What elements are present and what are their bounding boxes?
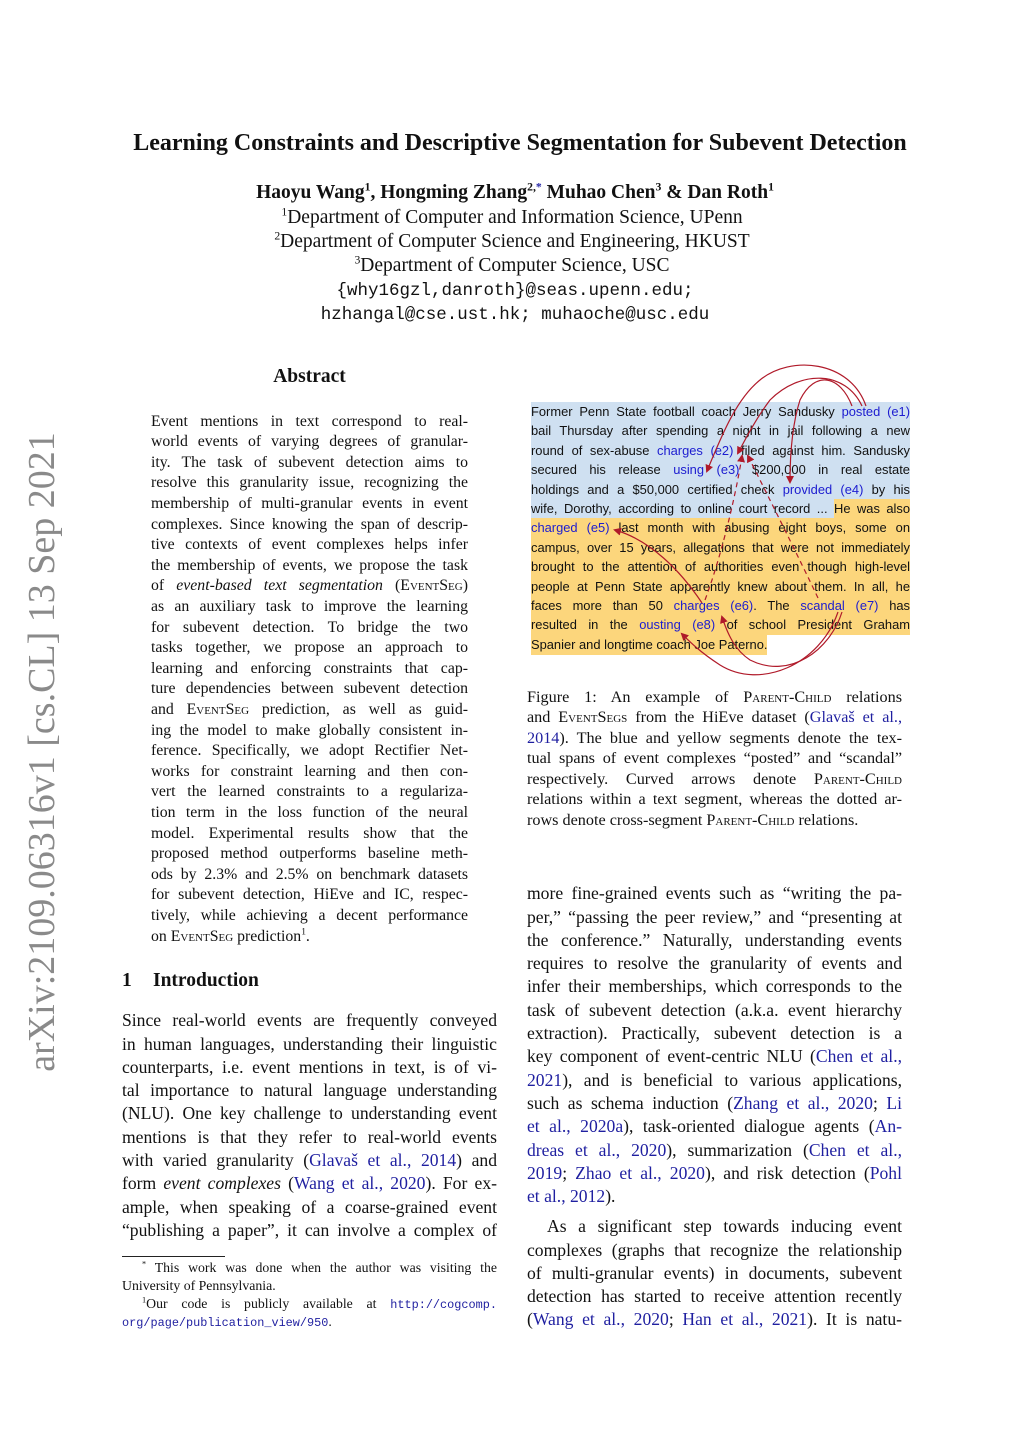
citation-link[interactable]: charged (e5) xyxy=(531,520,610,536)
text-line xyxy=(527,1069,902,1092)
author xyxy=(380,182,546,203)
footnotes xyxy=(122,1259,497,1331)
text-line xyxy=(527,769,902,790)
email-line: hzhangal@cse.ust.hk; muhaoche@usc.edu xyxy=(320,305,710,325)
text-span: . The xyxy=(753,597,801,613)
text-line xyxy=(151,906,468,927)
author-name: Muhao Chen xyxy=(546,182,656,203)
text-span: by his xyxy=(863,481,910,497)
abstract-body xyxy=(151,412,468,947)
citation-link[interactable]: scandal (e7) xyxy=(800,597,879,613)
text-line xyxy=(122,1295,497,1313)
citation-link[interactable]: 2019 xyxy=(527,1162,563,1183)
text-span: proposed method outperforms baseline meth- xyxy=(151,845,468,863)
text-span: of school President Graham xyxy=(715,617,910,633)
text-span: form xyxy=(122,1173,164,1194)
text-line xyxy=(122,1259,497,1277)
text-span: and xyxy=(527,708,559,727)
text-span: and xyxy=(151,701,187,718)
author-sup: 3 xyxy=(655,180,662,194)
text-line xyxy=(122,1219,497,1242)
text-span: task of subevent detection (a.k.a. event hierarchy xyxy=(527,999,902,1020)
text-line xyxy=(151,597,468,618)
text-line xyxy=(151,638,468,659)
text-line xyxy=(531,402,910,421)
text-span: $200,000 in real estate xyxy=(739,462,910,478)
text-line xyxy=(122,1149,497,1172)
citation-link[interactable]: org/page/publication_view/950 xyxy=(122,1316,329,1330)
text-span: tion term in the loss function of the neural xyxy=(151,803,468,821)
text-line xyxy=(527,1308,902,1331)
citation-link[interactable]: Li xyxy=(886,1092,902,1113)
text-line xyxy=(531,557,910,576)
text-line xyxy=(527,1092,902,1115)
text-span: ), summarization ( xyxy=(666,1139,809,1160)
text-line xyxy=(527,789,902,810)
citation-link[interactable]: Chen et al., xyxy=(808,1139,902,1160)
affiliation xyxy=(0,255,1024,277)
citation-link[interactable]: charges (e2) xyxy=(657,442,734,458)
text-line xyxy=(527,1022,902,1045)
text-span: per,” “passing the peer review,” and “presenting at xyxy=(527,906,902,927)
text-span: relations within a text segment, whereas the dotted ar- xyxy=(527,790,902,809)
text-span: ) and xyxy=(456,1150,498,1171)
text-span: rows denote cross-segment xyxy=(527,810,707,829)
abstract-heading: Abstract xyxy=(273,366,346,387)
text-span: Parent-Child xyxy=(813,769,902,788)
text-span: He was also xyxy=(834,499,910,519)
email-line: {why16gzl,danroth}@seas.upenn.edu; xyxy=(336,281,694,301)
arxiv-stamp: arXiv:2109.06316v1 [cs.CL] 13 Sep 2021 xyxy=(21,432,63,1072)
text-line xyxy=(151,453,468,474)
text-span: relations xyxy=(831,687,902,706)
text-line xyxy=(527,707,902,728)
text-span: respectively. Curved arrows denote xyxy=(527,769,814,788)
text-span: EventSegs xyxy=(558,708,628,727)
text-line xyxy=(527,975,902,998)
text-line xyxy=(122,1056,497,1079)
citation-link[interactable]: Zhao et al., 2020 xyxy=(575,1162,705,1183)
text-span: ). xyxy=(605,1186,616,1207)
text-span: counterparts, i.e. event mentions in text, is of vi- xyxy=(122,1056,497,1077)
author-sup: 1 xyxy=(364,180,371,194)
citation-link[interactable]: et al., 2012 xyxy=(527,1186,606,1207)
text-span: tal importance to natural language understanding xyxy=(122,1080,497,1101)
text-span: prediction, as well as guid- xyxy=(249,701,468,718)
text-span: ), and is beneficial to various applications, xyxy=(562,1069,902,1090)
text-line xyxy=(531,460,910,479)
text-span: has xyxy=(878,597,911,613)
text-line xyxy=(151,412,468,433)
text-line xyxy=(531,596,910,615)
section-number: 1 xyxy=(122,970,132,991)
text-span: Event mentions in text correspond to real- xyxy=(151,412,468,430)
text-line xyxy=(151,824,468,845)
text-span: Parent-Child xyxy=(743,687,832,706)
text-line xyxy=(122,1196,497,1219)
text-span: round of sex-abuse xyxy=(531,442,657,458)
text-span: filed against him. Sandusky xyxy=(733,442,910,458)
text-span: vert the learned constraints to a regulariza- xyxy=(151,783,468,801)
author xyxy=(547,182,688,203)
citation-link[interactable]: posted (e1) xyxy=(841,404,910,419)
text-span: the conference.” Naturally, understanding events xyxy=(527,929,902,950)
footnote-mark: * xyxy=(142,1259,147,1269)
text-line xyxy=(531,499,910,518)
figure-1-example xyxy=(531,402,910,654)
text-span: University of Pennsylvania. xyxy=(122,1278,276,1293)
text-line xyxy=(122,1172,497,1195)
text-line xyxy=(122,1009,497,1032)
text-line xyxy=(527,728,902,749)
text-line xyxy=(122,1277,497,1295)
text-line xyxy=(151,515,468,536)
citation-link[interactable]: ousting (e8) xyxy=(639,617,716,633)
text-line xyxy=(527,1139,902,1162)
text-span: ; xyxy=(872,1092,887,1113)
text-span: Our code is publicly available at xyxy=(146,1296,391,1311)
text-span: wife, Dorothy, according to online court record ... xyxy=(531,500,835,516)
text-line xyxy=(531,421,910,440)
text-span: Figure 1: An example of xyxy=(527,687,744,706)
text-line xyxy=(151,762,468,783)
text-line xyxy=(527,687,902,708)
text-span: tive contexts of event complexes helps infer xyxy=(151,536,468,554)
text-span: ; xyxy=(668,1309,683,1330)
footnote-star[interactable]: * xyxy=(535,180,542,194)
section-heading-introduction xyxy=(122,970,259,992)
text-span: EventSeg xyxy=(170,927,234,945)
text-line xyxy=(122,1033,497,1056)
citation-link[interactable]: 2021 xyxy=(527,1069,563,1090)
text-line xyxy=(151,679,468,700)
text-span: ). It is natu- xyxy=(807,1309,902,1330)
citation-link[interactable]: Zhang et al., 2020 xyxy=(733,1092,873,1113)
text-span: . xyxy=(328,1314,332,1329)
affiliation-sup: 3 xyxy=(354,253,361,267)
text-line xyxy=(527,748,902,769)
text-span: membership of multi-granular events in event xyxy=(151,495,468,513)
text-span: extraction). Practically, subevent detection is a xyxy=(527,1023,902,1044)
paper-title: Learning Constraints and Descriptive Segmentation for Subevent Detection xyxy=(133,130,907,156)
affiliation-sup: 1 xyxy=(281,205,288,219)
right-column-paragraph xyxy=(527,1215,902,1331)
text-line xyxy=(151,927,468,948)
affiliation-sup: 2 xyxy=(274,229,281,243)
text-span: event complexes xyxy=(163,1173,281,1194)
text-span: detection has started to receive attention recently xyxy=(527,1286,902,1307)
citation-link[interactable]: Wang et al., 2020 xyxy=(532,1309,669,1330)
text-span: prediction xyxy=(233,927,302,945)
text-line xyxy=(151,865,468,886)
text-line xyxy=(531,538,910,557)
text-line xyxy=(151,782,468,803)
text-span: of multi-granular events) in documents, subevent xyxy=(527,1262,902,1283)
text-line xyxy=(151,494,468,515)
affiliation-text: Department of Computer Science, USC xyxy=(360,255,670,276)
author xyxy=(256,182,380,203)
footnote-mark: 1 xyxy=(301,927,306,938)
text-span: campus, over 15 years, allegations that were not immediately xyxy=(531,539,910,555)
author-sup xyxy=(527,181,542,194)
citation-link[interactable]: http://cogcomp. xyxy=(390,1298,497,1312)
text-span: tasks together, we propose an approach to xyxy=(151,639,468,657)
text-span: Since real-world events are frequently conveyed xyxy=(122,1010,497,1031)
affiliation xyxy=(0,207,1024,229)
text-span: complexes (graphs that recognize the relationship xyxy=(527,1239,902,1260)
text-span: ), and risk detection ( xyxy=(704,1162,870,1183)
text-span: EventSeg xyxy=(400,577,463,595)
text-line xyxy=(122,1126,497,1149)
text-line xyxy=(531,518,910,537)
citation-link[interactable]: Han et al., 2021 xyxy=(682,1309,808,1330)
text-span: Parent-Child xyxy=(706,810,795,829)
text-line xyxy=(151,659,468,680)
text-span: event-based text segmentation xyxy=(176,577,383,595)
text-line xyxy=(151,885,468,906)
text-span: for subevent detection. To bridge the two xyxy=(151,618,468,636)
citation-link[interactable]: Chen et al., xyxy=(815,1046,902,1067)
text-span: resulted in the xyxy=(531,617,640,633)
text-line xyxy=(527,1185,902,1208)
section-title: Introduction xyxy=(153,970,259,991)
text-span: secured his release xyxy=(531,462,674,478)
text-line xyxy=(151,721,468,742)
text-span: tively, while achieving a decent performance xyxy=(151,906,468,924)
author-name: Haoyu Wang xyxy=(256,182,365,203)
text-line xyxy=(122,1079,497,1102)
affiliation xyxy=(0,231,1024,253)
text-line xyxy=(151,556,468,577)
text-span: key component of event-centric NLU ( xyxy=(527,1046,816,1067)
text-span: This work was done when the author was visiting the xyxy=(146,1260,497,1275)
text-line xyxy=(151,618,468,639)
text-span: As a significant step towards inducing event xyxy=(547,1216,902,1237)
text-line xyxy=(527,882,902,905)
text-span: relations. xyxy=(794,810,859,829)
author-list xyxy=(0,182,1024,204)
text-span: from the HiEve dataset ( xyxy=(627,708,810,727)
text-line xyxy=(151,803,468,824)
author-name: Hongming Zhang xyxy=(380,182,528,203)
text-span: for subevent detection, HiEve and IC, respec- xyxy=(151,886,468,904)
text-line xyxy=(151,700,468,721)
text-line xyxy=(527,1239,902,1262)
sup-number: 2, xyxy=(527,180,536,194)
text-line xyxy=(527,1215,902,1238)
text-span: world events of varying degrees of granular- xyxy=(151,433,468,451)
text-span: ity. The task of subevent detection aims to xyxy=(151,453,468,471)
separator: , xyxy=(370,182,381,203)
text-span: ( xyxy=(527,1309,533,1330)
citation-link[interactable]: An- xyxy=(874,1116,902,1137)
citation-link[interactable]: using (e3) xyxy=(673,462,740,478)
text-span: complexes. Since knowing the span of descrip- xyxy=(151,515,468,533)
text-span: ), task-oriented dialogue agents ( xyxy=(623,1116,875,1137)
text-span: model. Experimental results show that the xyxy=(151,824,468,842)
text-span: ing the model to make globally consistent in- xyxy=(151,721,468,739)
author xyxy=(687,182,774,203)
text-line xyxy=(527,810,902,831)
text-span: tual spans of event complexes “posted” and “scandal” xyxy=(527,749,902,768)
text-line xyxy=(531,577,910,596)
text-span: mentions is that they refer to real-world events xyxy=(122,1126,497,1147)
text-span: ). For ex- xyxy=(425,1173,497,1194)
text-span: faces more than 50 xyxy=(531,597,674,613)
text-line xyxy=(151,844,468,865)
citation-link[interactable]: charges (e6) xyxy=(673,597,754,613)
text-line xyxy=(527,952,902,975)
text-span: ) xyxy=(462,577,468,595)
text-line xyxy=(531,635,910,654)
author-name: Dan Roth xyxy=(687,182,769,203)
text-span: Spanier and longtime coach Joe Paterno. xyxy=(531,635,767,655)
text-span: ( xyxy=(382,577,401,595)
text-line xyxy=(527,929,902,952)
text-line xyxy=(531,441,910,460)
text-line xyxy=(151,535,468,556)
citation-link[interactable]: et al., 2020a xyxy=(527,1116,624,1137)
text-line xyxy=(527,1262,902,1285)
citation-link[interactable]: provided (e4) xyxy=(782,481,864,497)
text-span: with varied granularity ( xyxy=(122,1150,310,1171)
text-span: ( xyxy=(280,1173,294,1194)
citation-link[interactable]: dreas et al., 2020 xyxy=(527,1139,667,1160)
text-span: the membership of events, we propose the task xyxy=(151,556,468,574)
text-span: last month with abusing eight boys, some on xyxy=(609,520,910,536)
text-line xyxy=(527,999,902,1022)
figure-1-caption xyxy=(527,687,902,831)
text-line xyxy=(151,432,468,453)
text-span: resolve this granularity issue, recognizing the xyxy=(151,474,468,492)
text-span: ference. Specifically, we adopt Rectifier Net- xyxy=(151,742,468,760)
text-span: “publishing a paper”, it can involve a complex of xyxy=(122,1219,497,1240)
text-span: ods by 2.3% and 2.5% on benchmark datasets xyxy=(151,865,468,883)
text-span: as an auxiliary task to improve the learning xyxy=(151,598,468,616)
affiliation-text: Department of Computer Science and Engineering, HKUST xyxy=(280,231,750,252)
text-span: infer their memberships, which corresponds to the xyxy=(527,976,902,997)
text-line xyxy=(151,741,468,762)
text-line xyxy=(151,576,468,597)
citation-link[interactable]: Pohl xyxy=(869,1162,902,1183)
text-line xyxy=(527,906,902,929)
text-span: on xyxy=(151,927,171,945)
text-line xyxy=(531,615,910,634)
text-line xyxy=(527,1162,902,1185)
footnote-divider xyxy=(122,1256,225,1257)
author-sup: 1 xyxy=(768,180,774,194)
text-span: EventSeg xyxy=(186,701,250,718)
text-line xyxy=(531,480,910,499)
text-line xyxy=(527,1115,902,1138)
citation-link[interactable]: 2014 xyxy=(527,728,560,747)
affiliation-text: Department of Computer and Information Science, UPenn xyxy=(287,207,743,228)
text-span: learning and enforcing constraints that cap- xyxy=(151,659,468,677)
citation-link[interactable]: Glavaš et al., xyxy=(809,708,902,727)
text-span: holdings and a $50,000 certified check xyxy=(531,481,783,497)
text-line xyxy=(122,1102,497,1125)
text-span: . xyxy=(305,927,310,945)
text-span: of xyxy=(151,577,177,595)
text-span: brought to the attention of authorities even though high-level xyxy=(531,559,910,575)
right-column-paragraph xyxy=(527,882,902,1208)
text-span: ture dependencies between subevent detection xyxy=(151,680,468,698)
citation-link[interactable]: Wang et al., 2020 xyxy=(293,1173,426,1194)
text-span: ample, when speaking of a coarse-grained event xyxy=(122,1196,497,1217)
text-span: ; xyxy=(562,1162,576,1183)
text-span: Former Penn State football coach Jerry Sandusky xyxy=(531,404,842,419)
text-span: requires to resolve the granularity of events and xyxy=(527,953,902,974)
introduction-body xyxy=(122,1009,497,1242)
text-line xyxy=(151,473,468,494)
text-span: such as schema induction ( xyxy=(527,1092,734,1113)
text-line xyxy=(122,1313,497,1331)
text-line xyxy=(527,1045,902,1068)
text-span: people at Penn State apparently knew about them. In all, he xyxy=(531,578,910,594)
text-span: in human languages, understanding their linguistic xyxy=(122,1033,497,1054)
text-line xyxy=(527,1285,902,1308)
separator: & xyxy=(661,182,688,203)
text-span: bail Thursday after spending a night in jail following a new xyxy=(531,423,910,439)
citation-link[interactable]: Glavaš et al., 2014 xyxy=(309,1150,457,1171)
text-span: more fine-grained events such as “writing the pa- xyxy=(527,883,902,904)
text-span: (NLU). One key challenge to understanding event xyxy=(122,1103,497,1124)
text-span: ). The blue and yellow segments denote the tex- xyxy=(559,728,902,747)
text-span: works for constraint learning and then con- xyxy=(151,762,468,780)
footnote-mark: 1 xyxy=(142,1295,147,1305)
